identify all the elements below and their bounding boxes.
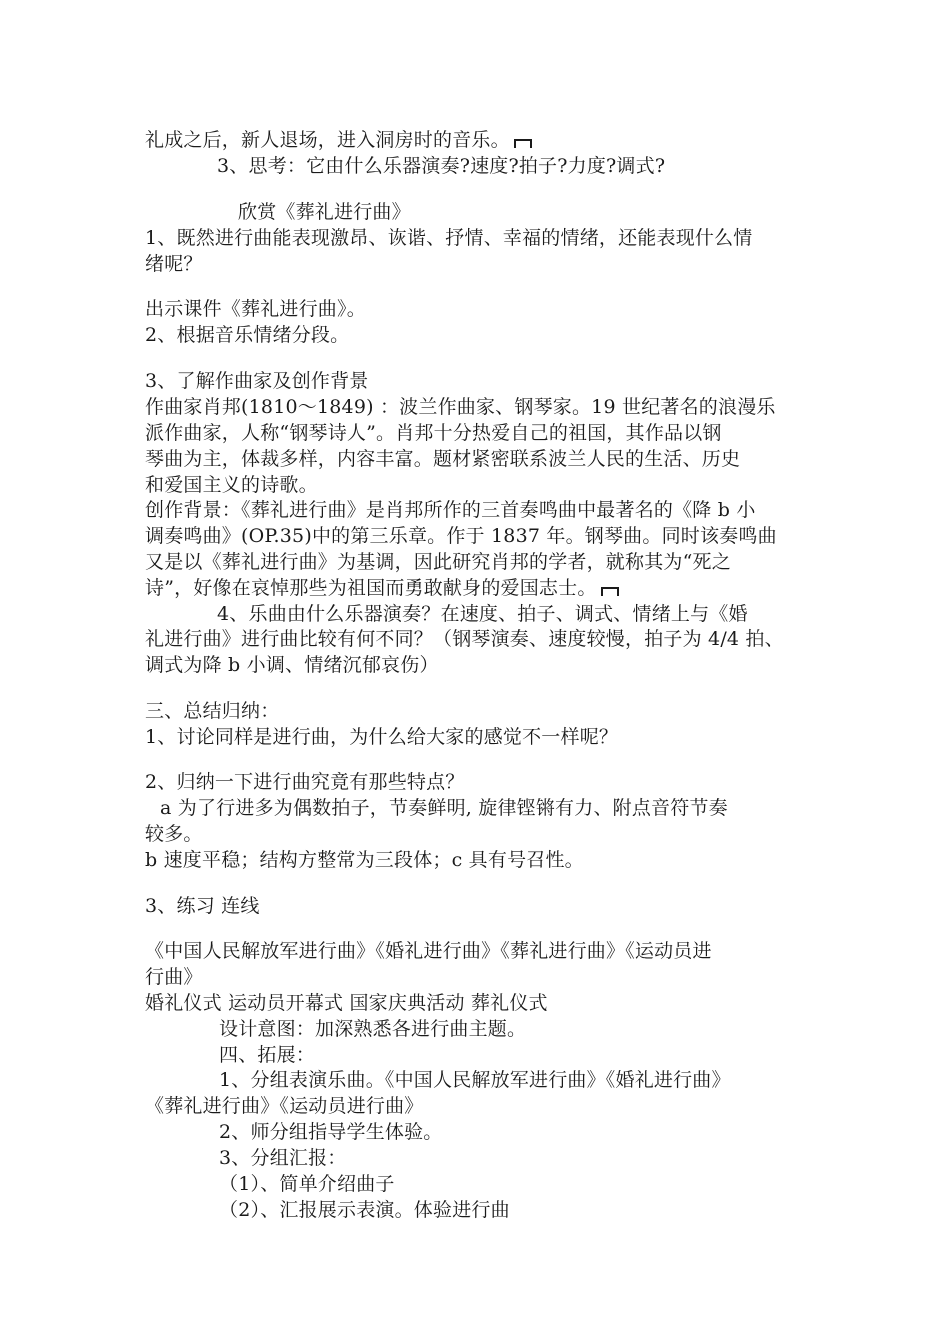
text-line: 1、分组表演乐曲。《中国人民解放军进行曲》《婚礼进行曲》 bbox=[219, 1069, 731, 1091]
text-line: 礼进行曲》进行曲比较有何不同？（钢琴演奏、速度较慢，拍子为 4/4 拍、 bbox=[145, 628, 784, 650]
text-line: 出示课件《葬礼进行曲》。 bbox=[145, 298, 366, 320]
line-text: 诗”，好像在哀悼那些为祖国而勇敢献身的爱国志士。 bbox=[145, 577, 597, 599]
text-line: 《中国人民解放军进行曲》《婚礼进行曲》《葬礼进行曲》《运动员进 bbox=[145, 940, 712, 962]
text-line: 3、分组汇报： bbox=[219, 1147, 347, 1169]
section-heading: 四、拓展： bbox=[219, 1044, 316, 1066]
text-line: 1、既然进行曲能表现激昂、诙谐、抒情、幸福的情绪，还能表现什么情 bbox=[145, 227, 753, 249]
text-line bbox=[145, 575, 619, 601]
text-line: 作曲家肖邦(1810～1849) ：波兰作曲家、钢琴家。19 世纪著名的浪漫乐 bbox=[145, 396, 776, 418]
text-line: 3、练习 连线 bbox=[145, 895, 260, 917]
text-line: 调式为降 b 小调、情绪沉郁哀伤） bbox=[145, 654, 439, 676]
bracket-mark-icon bbox=[601, 587, 619, 596]
line-text: 礼成之后，新人退场，进入洞房时的音乐。 bbox=[145, 129, 510, 151]
text-line: 和爱国主义的诗歌。 bbox=[145, 474, 318, 496]
text-line: 2、师分组指导学生体验。 bbox=[219, 1121, 443, 1143]
text-line: 3、了解作曲家及创作背景 bbox=[145, 370, 369, 392]
text-line: 派作曲家，人称“钢琴诗人”。肖邦十分热爱自己的祖国，其作品以钢 bbox=[145, 422, 722, 444]
section-heading: 三、总结归纳： bbox=[145, 700, 280, 722]
text-line: （1）、简单介绍曲子 bbox=[219, 1173, 395, 1195]
text-line: 又是以《葬礼进行曲》为基调，因此研究肖邦的学者，就称其为“死之 bbox=[145, 551, 731, 573]
text-line: 创作背景：《葬礼进行曲》是肖邦所作的三首奏鸣曲中最著名的《降 b 小 bbox=[145, 499, 756, 521]
text-line: （2）、汇报展示表演。体验进行曲 bbox=[219, 1199, 510, 1221]
text-line bbox=[145, 127, 532, 153]
text-line: 2、归纳一下进行曲究竟有那些特点？ bbox=[145, 771, 465, 793]
text-line: 1、讨论同样是进行曲，为什么给大家的感觉不一样呢？ bbox=[145, 726, 619, 748]
text-line: 调奏鸣曲》(OP.35)中的第三乐章。作于 1837 年。钢琴曲。同时该奏鸣曲 bbox=[145, 525, 777, 547]
text-line: 绪呢？ bbox=[145, 253, 203, 275]
bracket-mark-icon bbox=[514, 139, 532, 148]
text-line: 婚礼仪式 运动员开幕式 国家庆典活动 葬礼仪式 bbox=[145, 992, 548, 1014]
text-line: b 速度平稳；结构方整常为三段体；c 具有号召性。 bbox=[145, 849, 584, 871]
text-line: 琴曲为主，体裁多样，内容丰富。题材紧密联系波兰人民的生活、历史 bbox=[145, 448, 741, 470]
text-line: 较多。 bbox=[145, 823, 203, 845]
text-line: 3、思考：它由什么乐器演奏?速度?拍子?力度?调式? bbox=[217, 155, 666, 177]
text-line: 行曲》 bbox=[145, 966, 203, 988]
section-heading: 欣赏《葬礼进行曲》 bbox=[238, 201, 411, 223]
text-line: a 为了行进多为偶数拍子，节奏鲜明, 旋律铿锵有力、附点音符节奏 bbox=[160, 797, 728, 819]
text-line: 2、根据音乐情绪分段。 bbox=[145, 324, 350, 346]
text-line: 设计意图：加深熟悉各进行曲主题。 bbox=[219, 1018, 527, 1040]
text-line: 《葬礼进行曲》《运动员进行曲》 bbox=[145, 1095, 424, 1117]
text-line: 4、乐曲由什么乐器演奏？在速度、拍子、调式、情绪上与《婚 bbox=[217, 603, 748, 625]
